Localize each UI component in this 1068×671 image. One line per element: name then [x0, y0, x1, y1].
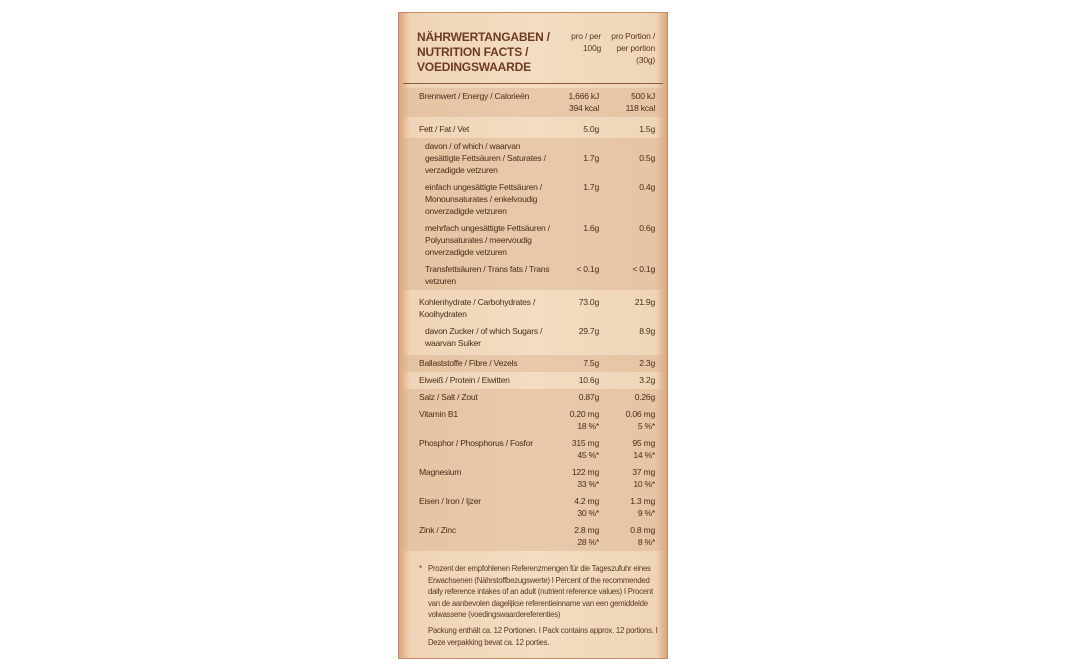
- value-per-portion: 0.4g: [639, 182, 655, 192]
- column-header-per-100g: pro / per 100g: [571, 31, 601, 53]
- value-per-100g: 315 mg 45 %*: [571, 438, 599, 460]
- nutrient-name: davon / of which / waarvan gesättigte Fettsäuren / Saturates / verzadigde vetzuren: [425, 141, 546, 175]
- table-row: [403, 138, 663, 179]
- nutrient-name: Ballaststoffe / Fibre / Vezels: [419, 358, 518, 368]
- value-per-100g: 1,666 kJ 394 kcal: [568, 91, 599, 113]
- table-row: [403, 261, 663, 290]
- table-row: [403, 372, 663, 389]
- table-row: [403, 493, 663, 522]
- value-per-portion: 21.9g: [634, 297, 655, 307]
- table-row: [403, 464, 663, 493]
- footnote-line: van de aanbevolen dagelijkse referentieinname van een gemiddelde: [428, 598, 648, 608]
- nutrient-name: Vitamin B1: [419, 409, 458, 419]
- value-per-portion: 3.2g: [639, 375, 655, 385]
- value-per-portion: 2.3g: [639, 358, 655, 368]
- value-per-portion: 0.26g: [634, 392, 655, 402]
- footnote-line: Erwachsenen (Nährstoffbezugswerte) I Percent of the recommended: [428, 575, 650, 585]
- value-per-portion: 0.6g: [639, 223, 655, 233]
- footnote-line: volwassene (voedingswaardereferenties): [428, 610, 561, 620]
- nutrition-label: [398, 12, 668, 659]
- value-per-100g: 122 mg 33 %*: [571, 467, 599, 489]
- value-per-100g: 1.6g: [583, 223, 599, 233]
- value-per-100g: 10.6g: [578, 375, 599, 385]
- table-row: [403, 179, 663, 220]
- nutrient-rows: [403, 88, 663, 551]
- value-per-100g: 7.5g: [583, 358, 599, 368]
- value-per-portion: 8.9g: [639, 326, 655, 336]
- value-per-portion: < 0.1g: [632, 264, 655, 274]
- table-row: [403, 389, 663, 406]
- value-per-100g: 2.8 mg 28 %*: [574, 525, 599, 547]
- nutrient-name: Zink / Zinc: [419, 525, 456, 535]
- value-per-portion: 37 mg 10 %*: [632, 467, 655, 489]
- table-row: [403, 406, 663, 435]
- nutrient-name: Phosphor / Phosphorus / Fosfor: [419, 438, 533, 448]
- value-per-portion: 1.5g: [639, 124, 655, 134]
- value-per-100g: 29.7g: [578, 326, 599, 336]
- value-per-portion: 0.5g: [639, 153, 655, 163]
- value-per-100g: < 0.1g: [576, 264, 599, 274]
- value-per-portion: 500 kJ 118 kcal: [625, 91, 655, 113]
- table-row: [403, 121, 663, 138]
- value-per-100g: 0.87g: [578, 392, 599, 402]
- value-per-100g: 4.2 mg 30 %*: [574, 496, 599, 518]
- nutrient-name: Kohlenhydrate / Carbohydrates / Koolhydraten: [419, 297, 535, 319]
- nutrient-name: Eisen / Iron / Ijzer: [419, 496, 481, 506]
- value-per-portion: 95 mg 14 %*: [632, 438, 655, 460]
- table-row: [403, 294, 663, 323]
- table-row: [403, 88, 663, 117]
- value-per-portion: 0.8 mg 8 %*: [630, 525, 655, 547]
- footnote-line: daily reference intakes of an adult (nutrient reference values) I Procent: [428, 587, 653, 597]
- value-per-portion: 1.3 mg 9 %*: [630, 496, 655, 518]
- value-per-100g: 73.0g: [578, 297, 599, 307]
- nutrient-name: davon Zucker / of which Sugars / waarvan Suiker: [425, 326, 543, 348]
- nutrient-name: Eiweiß / Protein / Eiwitten: [419, 375, 510, 385]
- value-per-100g: 0.20 mg 18 %*: [569, 409, 599, 431]
- footnote-asterisk: *: [419, 564, 422, 573]
- value-per-100g: 1.7g: [583, 153, 599, 163]
- footnote: [403, 551, 663, 648]
- table-row: [403, 435, 663, 464]
- value-per-100g: 5.0g: [583, 124, 599, 134]
- nutrient-name: Magnesium: [419, 467, 462, 477]
- nutrient-name: Fett / Fat / Vet: [419, 124, 469, 134]
- table-row: [403, 522, 663, 551]
- table-title: NÄHRWERTANGABEN / NUTRITION FACTS / VOEDINGSWAARDE: [417, 30, 550, 74]
- table-header: [403, 17, 663, 84]
- nutrient-name: Salz / Salt / Zout: [419, 392, 478, 402]
- footnote-line: Prozent der empfohlenen Referenzmengen für die Tageszufuhr eines: [428, 564, 651, 573]
- table-row: [403, 220, 663, 261]
- pack-info: Packung enthält ca. 12 Portionen. I Pack contains approx. 12 portions. I Deze verpakking bevat ca. 12 porties.: [428, 625, 658, 647]
- table-row: [403, 355, 663, 372]
- value-per-100g: 1.7g: [583, 182, 599, 192]
- nutrient-name: Transfettsäuren / Trans fats / Trans vetzuren: [425, 264, 550, 286]
- nutrient-name: einfach ungesättigte Fettsäuren / Monounsaturates / enkelvoudig onverzadigde vetzuren: [425, 182, 542, 216]
- column-header-per-portion: pro Portion / per portion (30g): [611, 31, 655, 65]
- nutrient-name: Brennwert / Energy / Calorieën: [419, 91, 530, 101]
- nutrient-name: mehrfach ungesättigte Fettsäuren / Polyunsaturates / meervoudig onverzadigde vetzuren: [425, 223, 550, 257]
- value-per-portion: 0.06 mg 5 %*: [625, 409, 655, 431]
- table-row: [403, 323, 663, 352]
